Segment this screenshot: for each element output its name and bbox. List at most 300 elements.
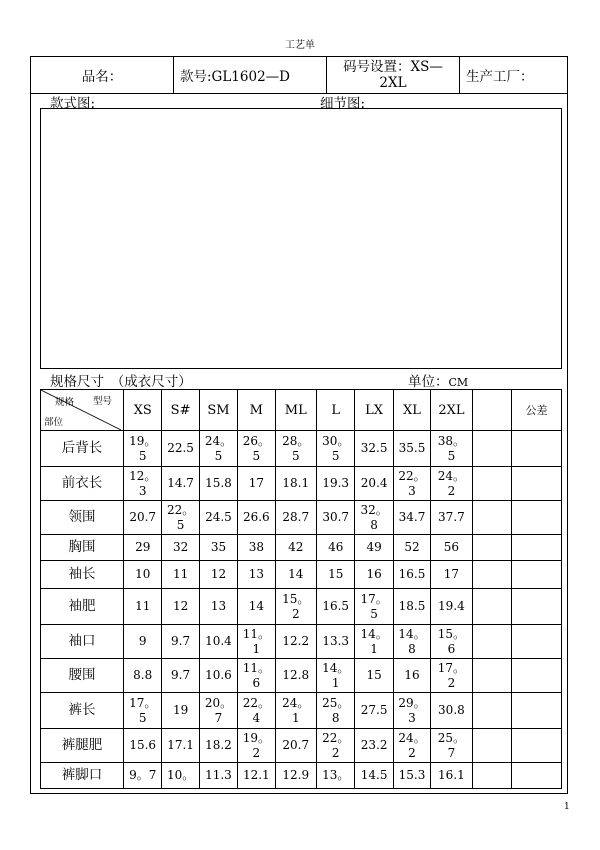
measurement-value: 11。 xyxy=(242,626,270,641)
corner-header-cell xyxy=(41,390,124,431)
measurement-cell xyxy=(162,693,199,729)
measurement-cell xyxy=(124,501,162,535)
measurement-value: 28.7 xyxy=(282,510,310,524)
size-setting-line2: 2XL xyxy=(379,75,407,91)
measurement-value: 6 xyxy=(252,675,261,690)
measurement-cell xyxy=(355,501,393,535)
measurement-value: 5 xyxy=(138,448,147,463)
measurement-cell xyxy=(162,763,199,789)
measurement-cell xyxy=(162,431,199,467)
measurement-cell xyxy=(431,659,473,693)
measurement-cell xyxy=(162,501,199,535)
part-name-cell: 前衣长 xyxy=(41,467,124,501)
measurement-cell xyxy=(162,625,199,659)
measurement-value: 52 xyxy=(404,540,420,554)
measurement-cell xyxy=(393,589,430,625)
measurement-value: 10.6 xyxy=(205,668,232,682)
measurement-value: 49 xyxy=(366,540,382,554)
measurement-value: 3 xyxy=(138,483,147,498)
table-row xyxy=(41,501,562,535)
measurement-cell xyxy=(431,501,473,535)
measurement-cell xyxy=(275,763,317,789)
spec-header-row xyxy=(41,390,562,431)
measurement-value: 5 xyxy=(138,710,147,725)
size-header: LX xyxy=(355,390,393,431)
measurement-value: 12.9 xyxy=(282,768,310,782)
measurement-cell xyxy=(199,625,237,659)
measurement-value: 11。 xyxy=(242,660,270,675)
measurement-value: 8 xyxy=(408,641,416,656)
measurement-value: 17。 xyxy=(437,660,466,675)
measurement-cell xyxy=(472,561,511,589)
measurement-value: 23.2 xyxy=(360,738,388,752)
measurement-cell xyxy=(317,659,355,693)
header-table xyxy=(30,56,568,94)
measurement-cell xyxy=(512,659,562,693)
measurement-value: 9.7 xyxy=(171,668,191,682)
measurement-cell xyxy=(512,625,562,659)
measurement-value: 1 xyxy=(331,675,340,690)
measurement-cell xyxy=(124,625,162,659)
measurement-cell xyxy=(162,467,199,501)
measurement-cell xyxy=(124,561,162,589)
size-header: ML xyxy=(275,390,317,431)
measurement-cell xyxy=(512,763,562,789)
measurement-cell xyxy=(472,589,511,625)
measurement-cell xyxy=(472,625,511,659)
measurement-value: 9.7 xyxy=(171,634,191,648)
measurement-value: 13.3 xyxy=(322,634,350,648)
measurement-value: 19。 xyxy=(129,433,157,448)
measurement-value: 35 xyxy=(210,540,227,554)
measurement-cell xyxy=(275,693,317,729)
part-name-cell: 裤长 xyxy=(41,693,124,729)
measurement-value: 22。 xyxy=(398,468,426,483)
measurement-cell xyxy=(238,693,275,729)
measurement-value: 16.5 xyxy=(322,599,350,613)
detail-drawing-label: 细节图: xyxy=(320,96,366,112)
measurement-cell xyxy=(512,693,562,729)
measurement-value: 11 xyxy=(172,567,189,581)
measurement-value: 14 xyxy=(248,599,264,613)
document-title: 工艺单 xyxy=(285,40,315,51)
measurement-value: 5 xyxy=(176,517,185,532)
measurement-cell xyxy=(431,561,473,589)
measurement-cell xyxy=(512,561,562,589)
measurement-value: 9。7 xyxy=(129,768,157,782)
part-name-cell: 胸围 xyxy=(41,535,124,561)
measurement-cell xyxy=(472,467,511,501)
measurement-value: 30.7 xyxy=(322,510,350,524)
part-name-cell: 后背长 xyxy=(41,431,124,467)
measurement-cell xyxy=(238,625,275,659)
measurement-cell xyxy=(431,467,473,501)
size-header: S# xyxy=(162,390,199,431)
measurement-value: 12 xyxy=(172,599,189,613)
measurement-value: 12.2 xyxy=(282,634,310,648)
measurement-cell xyxy=(124,589,162,625)
measurement-value: 17。 xyxy=(360,591,388,606)
measurement-cell xyxy=(355,431,393,467)
spec-table xyxy=(40,389,562,789)
measurement-cell xyxy=(275,431,317,467)
measurement-cell xyxy=(512,431,562,467)
measurement-cell xyxy=(431,535,473,561)
measurement-value: 20.7 xyxy=(282,738,310,752)
measurement-value: 11.3 xyxy=(205,768,232,782)
measurement-cell xyxy=(162,561,199,589)
measurement-value: 10。 xyxy=(166,768,195,782)
measurement-cell xyxy=(275,625,317,659)
measurement-value: 29。 xyxy=(398,695,426,710)
measurement-cell xyxy=(199,763,237,789)
measurement-cell xyxy=(238,431,275,467)
measurement-cell xyxy=(393,659,430,693)
size-header: 2XL xyxy=(431,390,473,431)
size-header: M xyxy=(238,390,275,431)
measurement-cell xyxy=(431,693,473,729)
measurement-value: 20.4 xyxy=(360,476,388,490)
measurement-value: 30.8 xyxy=(438,703,465,717)
measurement-cell xyxy=(512,535,562,561)
table-row xyxy=(41,431,562,467)
measurement-cell xyxy=(162,729,199,763)
measurement-value: 16.5 xyxy=(398,567,426,581)
measurement-value: 12 xyxy=(210,567,227,581)
measurement-value: 5 xyxy=(214,448,223,463)
measurement-cell xyxy=(393,431,430,467)
measurement-value: 25。 xyxy=(322,695,350,710)
measurement-cell xyxy=(317,561,355,589)
measurement-value: 28。 xyxy=(282,433,310,448)
size-header: SM xyxy=(199,390,237,431)
measurement-cell xyxy=(162,659,199,693)
sketch-area xyxy=(40,108,562,369)
measurement-value: 19.4 xyxy=(438,599,465,613)
measurement-cell xyxy=(472,763,511,789)
measurement-value: 26。 xyxy=(242,433,270,448)
measurement-cell xyxy=(393,467,430,501)
part-name-cell: 袖口 xyxy=(41,625,124,659)
measurement-cell xyxy=(431,625,473,659)
measurement-cell xyxy=(199,561,237,589)
measurement-value: 32.5 xyxy=(360,441,388,455)
style-drawing-label: 款式图: xyxy=(50,96,96,112)
measurement-cell xyxy=(393,693,430,729)
measurement-value: 34.7 xyxy=(398,510,426,524)
measurement-value: 12。 xyxy=(129,468,157,483)
measurement-value: 14。 xyxy=(322,660,350,675)
measurement-cell xyxy=(512,467,562,501)
measurement-value: 17.1 xyxy=(167,738,194,752)
part-name-cell: 腰围 xyxy=(41,659,124,693)
spec-table-body xyxy=(41,431,562,789)
measurement-cell xyxy=(162,589,199,625)
measurement-cell xyxy=(238,659,275,693)
measurement-cell xyxy=(199,693,237,729)
measurement-cell xyxy=(355,589,393,625)
measurement-value: 2 xyxy=(447,675,456,690)
table-row xyxy=(41,467,562,501)
measurement-cell xyxy=(199,467,237,501)
corner-part-label: 部位 xyxy=(44,417,64,428)
measurement-value: 15.6 xyxy=(129,738,157,752)
measurement-value: 18.2 xyxy=(205,738,232,752)
measurement-cell xyxy=(472,693,511,729)
measurement-cell xyxy=(199,535,237,561)
measurement-cell xyxy=(431,431,473,467)
measurement-cell xyxy=(199,501,237,535)
measurement-cell xyxy=(275,589,317,625)
spec-section-title: 规格尺寸 （成衣尺寸） xyxy=(50,374,192,390)
measurement-cell xyxy=(124,693,162,729)
part-name-cell: 领围 xyxy=(41,501,124,535)
measurement-value: 17 xyxy=(248,476,264,490)
measurement-value: 14.7 xyxy=(167,476,194,490)
measurement-cell xyxy=(355,659,393,693)
measurement-cell xyxy=(472,659,511,693)
measurement-cell xyxy=(472,501,511,535)
measurement-value: 38 xyxy=(248,540,264,554)
measurement-cell xyxy=(275,561,317,589)
measurement-cell xyxy=(393,729,430,763)
measurement-value: 18.5 xyxy=(398,599,426,613)
factory-cell: 生产工厂： xyxy=(460,57,568,94)
table-row xyxy=(41,589,562,625)
measurement-value: 19.3 xyxy=(322,476,350,490)
measurement-value: 14.5 xyxy=(360,768,388,782)
measurement-cell xyxy=(393,763,430,789)
unit-value: CM xyxy=(448,376,469,389)
measurement-cell xyxy=(199,659,237,693)
measurement-value: 10.4 xyxy=(205,634,232,648)
corner-spec-label: 规格 xyxy=(55,397,75,408)
measurement-value: 19 xyxy=(172,703,189,717)
measurement-cell xyxy=(275,659,317,693)
measurement-value: 2 xyxy=(331,745,340,760)
measurement-cell xyxy=(393,501,430,535)
size-setting-cell xyxy=(327,57,460,94)
unit-label xyxy=(408,370,468,390)
measurement-value: 4 xyxy=(252,710,261,725)
measurement-value: 13。 xyxy=(322,768,350,782)
measurement-value: 5 xyxy=(370,606,378,621)
measurement-value: 15.3 xyxy=(398,768,426,782)
measurement-value: 8.8 xyxy=(133,668,153,682)
measurement-cell xyxy=(275,729,317,763)
measurement-cell xyxy=(472,431,511,467)
measurement-value: 42 xyxy=(288,540,304,554)
part-name-cell: 袖长 xyxy=(41,561,124,589)
table-row xyxy=(41,535,562,561)
measurement-cell xyxy=(275,535,317,561)
measurement-value: 11 xyxy=(135,599,151,613)
measurement-value: 29 xyxy=(135,540,151,554)
size-header: XL xyxy=(393,390,430,431)
part-name-cell: 裤腿肥 xyxy=(41,729,124,763)
size-header xyxy=(472,390,511,431)
measurement-value: 38。 xyxy=(437,433,466,448)
measurement-cell xyxy=(317,535,355,561)
style-number-cell: 款号:GL1602—D xyxy=(174,57,327,94)
measurement-value: 16 xyxy=(404,668,420,682)
measurement-cell xyxy=(199,729,237,763)
measurement-cell xyxy=(275,467,317,501)
measurement-value: 2 xyxy=(252,745,261,760)
measurement-value: 1 xyxy=(291,710,300,725)
measurement-cell xyxy=(317,693,355,729)
measurement-cell xyxy=(393,561,430,589)
measurement-value: 9 xyxy=(138,634,147,648)
measurement-value: 10 xyxy=(135,567,151,581)
measurement-value: 15.8 xyxy=(205,476,232,490)
measurement-value: 32。 xyxy=(360,502,388,517)
corner-model-label: 型号 xyxy=(93,396,113,407)
measurement-cell xyxy=(512,501,562,535)
measurement-cell xyxy=(238,729,275,763)
measurement-cell xyxy=(238,535,275,561)
measurement-value: 13 xyxy=(210,599,227,613)
measurement-value: 8 xyxy=(331,710,340,725)
measurement-value: 32 xyxy=(172,540,189,554)
measurement-cell xyxy=(124,431,162,467)
measurement-value: 22.5 xyxy=(167,441,194,455)
measurement-value: 5 xyxy=(331,448,340,463)
table-row xyxy=(41,763,562,789)
measurement-value: 12.1 xyxy=(242,768,270,782)
measurement-value: 16 xyxy=(366,567,382,581)
measurement-value: 15 xyxy=(328,567,344,581)
measurement-cell xyxy=(238,501,275,535)
measurement-value: 26.6 xyxy=(242,510,270,524)
measurement-value: 24.5 xyxy=(205,510,232,524)
measurement-value: 12.8 xyxy=(282,668,310,682)
table-row xyxy=(41,625,562,659)
measurement-value: 24。 xyxy=(437,468,466,483)
measurement-cell xyxy=(124,659,162,693)
measurement-value: 14。 xyxy=(398,626,426,641)
measurement-value: 27.5 xyxy=(360,703,388,717)
measurement-cell xyxy=(199,589,237,625)
measurement-value: 1 xyxy=(370,641,378,656)
measurement-cell xyxy=(431,589,473,625)
measurement-cell xyxy=(317,763,355,789)
measurement-cell xyxy=(472,535,511,561)
measurement-cell xyxy=(355,467,393,501)
measurement-value: 2 xyxy=(291,606,300,621)
measurement-value: 19。 xyxy=(242,730,270,745)
measurement-cell xyxy=(124,763,162,789)
measurement-cell xyxy=(472,729,511,763)
measurement-cell xyxy=(199,431,237,467)
measurement-cell xyxy=(512,589,562,625)
measurement-cell xyxy=(317,589,355,625)
measurement-cell xyxy=(393,535,430,561)
measurement-value: 6 xyxy=(447,641,456,656)
measurement-value: 17 xyxy=(443,567,460,581)
measurement-cell xyxy=(355,561,393,589)
measurement-cell xyxy=(317,501,355,535)
measurement-cell xyxy=(431,729,473,763)
measurement-cell xyxy=(238,467,275,501)
measurement-cell xyxy=(124,535,162,561)
measurement-cell xyxy=(317,431,355,467)
measurement-value: 1 xyxy=(252,641,261,656)
size-setting-line1: 码号设置：XS— xyxy=(343,59,443,75)
measurement-value: 24。 xyxy=(398,730,426,745)
measurement-value: 17。 xyxy=(129,695,157,710)
measurement-cell xyxy=(317,729,355,763)
part-name-cell: 裤脚口 xyxy=(41,763,124,789)
size-header: L xyxy=(317,390,355,431)
measurement-cell xyxy=(317,467,355,501)
measurement-value: 5 xyxy=(252,448,261,463)
measurement-cell xyxy=(512,729,562,763)
size-header: XS xyxy=(124,390,162,431)
measurement-value: 14 xyxy=(288,567,304,581)
measurement-cell xyxy=(431,763,473,789)
measurement-value: 46 xyxy=(328,540,344,554)
measurement-value: 22。 xyxy=(166,502,195,517)
measurement-value: 3 xyxy=(408,710,416,725)
measurement-cell xyxy=(238,763,275,789)
measurement-value: 5 xyxy=(447,448,456,463)
measurement-cell xyxy=(355,625,393,659)
measurement-cell xyxy=(124,729,162,763)
measurement-cell xyxy=(162,535,199,561)
measurement-value: 8 xyxy=(370,517,378,532)
measurement-value: 30。 xyxy=(322,433,350,448)
table-row xyxy=(41,659,562,693)
measurement-cell xyxy=(124,467,162,501)
measurement-value: 15。 xyxy=(282,591,310,606)
measurement-cell xyxy=(393,625,430,659)
measurement-value: 24。 xyxy=(204,433,233,448)
measurement-value: 24。 xyxy=(282,695,310,710)
measurement-cell xyxy=(238,589,275,625)
measurement-value: 7 xyxy=(447,745,456,760)
table-row xyxy=(41,693,562,729)
measurement-value: 3 xyxy=(408,483,416,498)
measurement-value: 20。 xyxy=(204,695,233,710)
measurement-cell xyxy=(238,561,275,589)
measurement-cell xyxy=(317,625,355,659)
table-row xyxy=(41,729,562,763)
measurement-value: 22。 xyxy=(242,695,270,710)
measurement-value: 18.1 xyxy=(282,476,310,490)
measurement-cell xyxy=(275,501,317,535)
page-number: 1 xyxy=(564,802,570,812)
measurement-value: 7 xyxy=(214,710,223,725)
measurement-value: 2 xyxy=(447,483,456,498)
measurement-cell xyxy=(355,729,393,763)
measurement-value: 16.1 xyxy=(438,768,465,782)
tolerance-header: 公差 xyxy=(512,390,562,431)
measurement-value: 15 xyxy=(366,668,382,682)
measurement-value: 14。 xyxy=(360,626,388,641)
measurement-value: 13 xyxy=(248,567,264,581)
measurement-value: 25。 xyxy=(437,730,466,745)
measurement-value: 2 xyxy=(408,745,416,760)
measurement-cell xyxy=(355,763,393,789)
measurement-value: 15。 xyxy=(437,626,466,641)
measurement-value: 22。 xyxy=(322,730,350,745)
measurement-value: 37.7 xyxy=(438,510,465,524)
product-name-cell: 品名： xyxy=(31,57,174,94)
unit-label-text: 单位： xyxy=(408,374,449,390)
measurement-cell xyxy=(355,535,393,561)
part-name-cell: 袖肥 xyxy=(41,589,124,625)
